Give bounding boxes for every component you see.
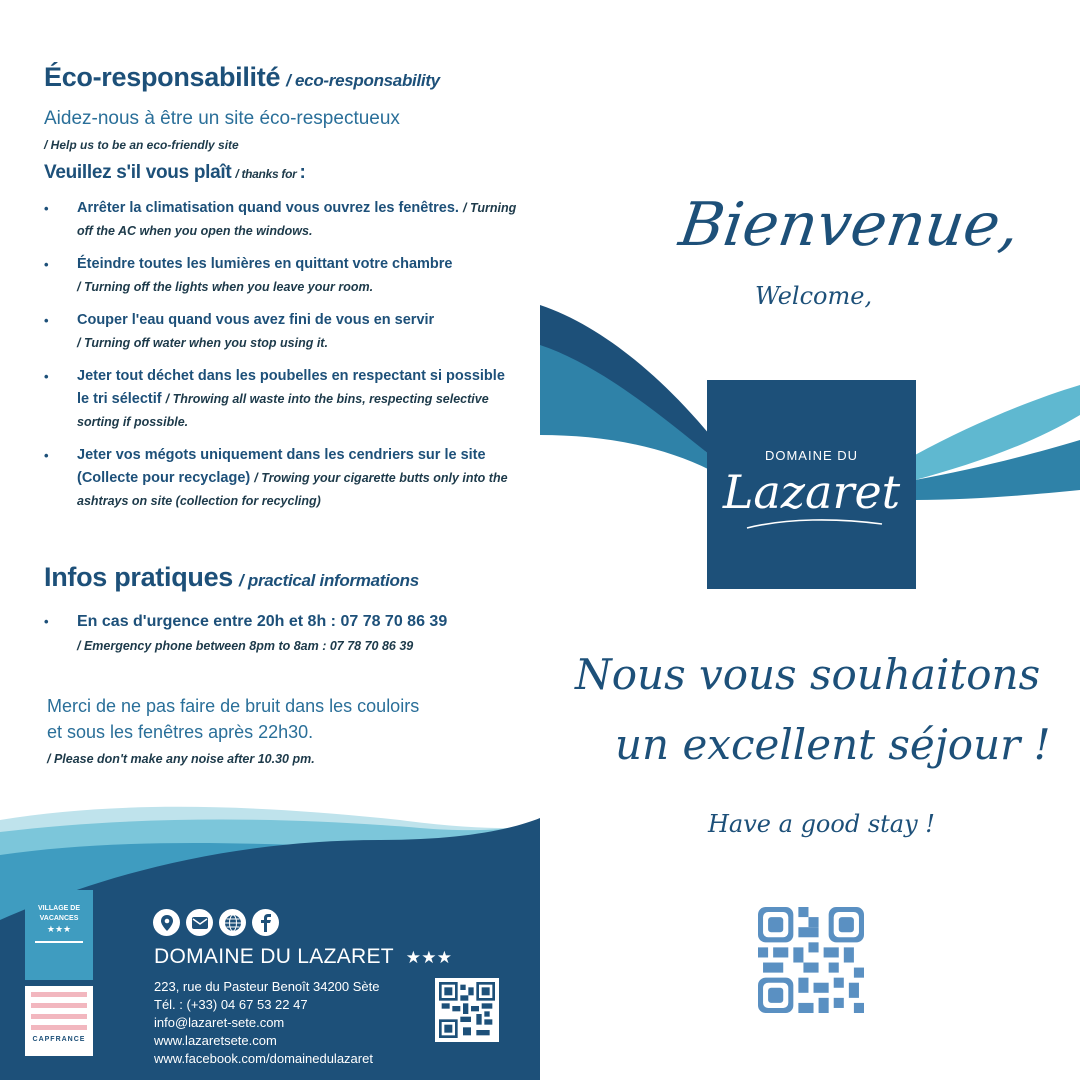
- eco-item-en: / Turning off the AC when you open the windows.: [77, 201, 517, 238]
- bullet: •: [44, 313, 49, 328]
- badge-village-text: VILLAGE DE VACANCES: [37, 905, 80, 922]
- noise-line-2: et sous les fenêtres après 22h30.: [47, 722, 314, 742]
- footer-email[interactable]: info@lazaret-sete.com: [154, 1015, 285, 1030]
- bienvenue-heading: Bienvenue,: [675, 190, 1024, 260]
- mail-icon[interactable]: [186, 909, 213, 936]
- eco-item: [44, 253, 519, 299]
- wish-line-2: un excellent séjour !: [615, 720, 1051, 769]
- capfrance-badge: [25, 986, 93, 1056]
- logo-top-text: DOMAINE DU: [764, 448, 859, 463]
- capfrance-stripe: [31, 992, 87, 997]
- right-qr-code[interactable]: [758, 907, 864, 1013]
- wish-en: Have a good stay !: [708, 810, 935, 838]
- badge-stars: ★★★: [46, 924, 72, 934]
- social-icons: [153, 909, 279, 936]
- logo-swash: [737, 518, 887, 532]
- bullet: •: [44, 614, 49, 629]
- capfrance-stripe: [31, 1025, 87, 1030]
- eco-item-en: / Turning off water when you stop using it.: [77, 336, 328, 350]
- capfrance-stripe: [31, 1014, 87, 1019]
- eco-item-en: / Throwing all waste into the bins, respecting selective sorting if possible.: [77, 392, 489, 429]
- logo-main-text: Lazaret: [722, 465, 901, 519]
- eco-please-en: / thanks for: [235, 167, 297, 181]
- welcome-subheading: Welcome,: [755, 282, 873, 310]
- eco-item: [44, 444, 519, 513]
- eco-item-fr: Couper l'eau quand vous avez fini de vous en servir: [77, 312, 435, 328]
- footer-name-text: DOMAINE DU LAZARET: [154, 945, 394, 968]
- capfrance-label: CAPFRANCE: [32, 1036, 86, 1043]
- facebook-icon[interactable]: [252, 909, 279, 936]
- village-vacances-badge: [25, 890, 93, 980]
- bullet: •: [44, 448, 49, 463]
- bullet: •: [44, 257, 49, 272]
- footer-stars: ★★★: [405, 948, 453, 967]
- footer-website[interactable]: www.lazaretsete.com: [154, 1033, 277, 1048]
- eco-title-fr: Éco-responsabilité: [44, 62, 281, 92]
- footer-qr-code-graphic: [439, 982, 495, 1038]
- eco-item-en: / Turning off the lights when you leave your room.: [77, 280, 374, 294]
- emergency-text: En cas d'urgence entre 20h et 8h : 07 78 70 86 39: [77, 613, 448, 630]
- badge-divider: [35, 941, 83, 943]
- capfrance-stripe: [31, 1003, 87, 1008]
- eco-item: [44, 365, 519, 434]
- infos-title-fr: Infos pratiques: [44, 562, 234, 592]
- eco-item: [44, 197, 519, 243]
- infos-title: [44, 562, 419, 593]
- domaine-du-lazaret-logo: [707, 380, 916, 589]
- noise-line-1: Merci de ne pas faire de bruit dans les couloirs: [47, 696, 420, 716]
- footer-contact: [154, 978, 380, 1068]
- eco-please: [44, 162, 306, 184]
- eco-item-en: / Trowing your cigarette butts only into the ashtrays on site (collection for recycling): [77, 471, 508, 508]
- footer-facebook[interactable]: www.facebook.com/domainedulazaret: [154, 1051, 373, 1066]
- noise-notice: [47, 693, 517, 745]
- bullet: •: [44, 201, 49, 216]
- eco-please-fr: Veuillez s'il vous plaît: [44, 162, 232, 183]
- infos-title-en: / practical informations: [239, 571, 419, 590]
- eco-title: [44, 62, 440, 93]
- eco-list: [44, 197, 519, 513]
- eco-item-fr: Arrêter la climatisation quand vous ouvrez les fenêtres.: [77, 200, 459, 216]
- eco-item-fr: Jeter tout déchet dans les poubelles en respectant si possible le tri sélectif: [77, 368, 505, 407]
- eco-intro-en: / Help us to be an eco-friendly site: [44, 138, 239, 152]
- infos-list: [44, 610, 524, 658]
- footer-domain-name: [154, 945, 452, 969]
- eco-title-en: / eco-responsability: [286, 71, 440, 90]
- emergency-item: [44, 610, 524, 658]
- eco-item-fr: Jeter vos mégots uniquement dans les cendriers sur le site (Collecte pour recyclage): [77, 447, 486, 486]
- bullet: •: [44, 369, 49, 384]
- eco-item-fr: Éteindre toutes les lumières en quittant votre chambre: [77, 256, 453, 272]
- eco-please-colon: :: [299, 162, 306, 183]
- wish-line-1: Nous vous souhaitons: [575, 650, 1041, 699]
- footer-qr-code[interactable]: [435, 978, 499, 1042]
- noise-notice-en: / Please don't make any noise after 10.30 pm.: [47, 752, 315, 766]
- eco-item: [44, 309, 519, 355]
- emergency-en: / Emergency phone between 8pm to 8am : 07 78 70 86 39: [77, 639, 414, 653]
- globe-icon[interactable]: [219, 909, 246, 936]
- footer-address: 223, rue du Pasteur Benoît 34200 Sète: [154, 979, 380, 994]
- location-pin-icon[interactable]: [153, 909, 180, 936]
- eco-intro: Aidez-nous à être un site éco-respectueux: [44, 108, 400, 129]
- footer-phone[interactable]: Tél. : (+33) 04 67 53 22 47: [154, 997, 308, 1012]
